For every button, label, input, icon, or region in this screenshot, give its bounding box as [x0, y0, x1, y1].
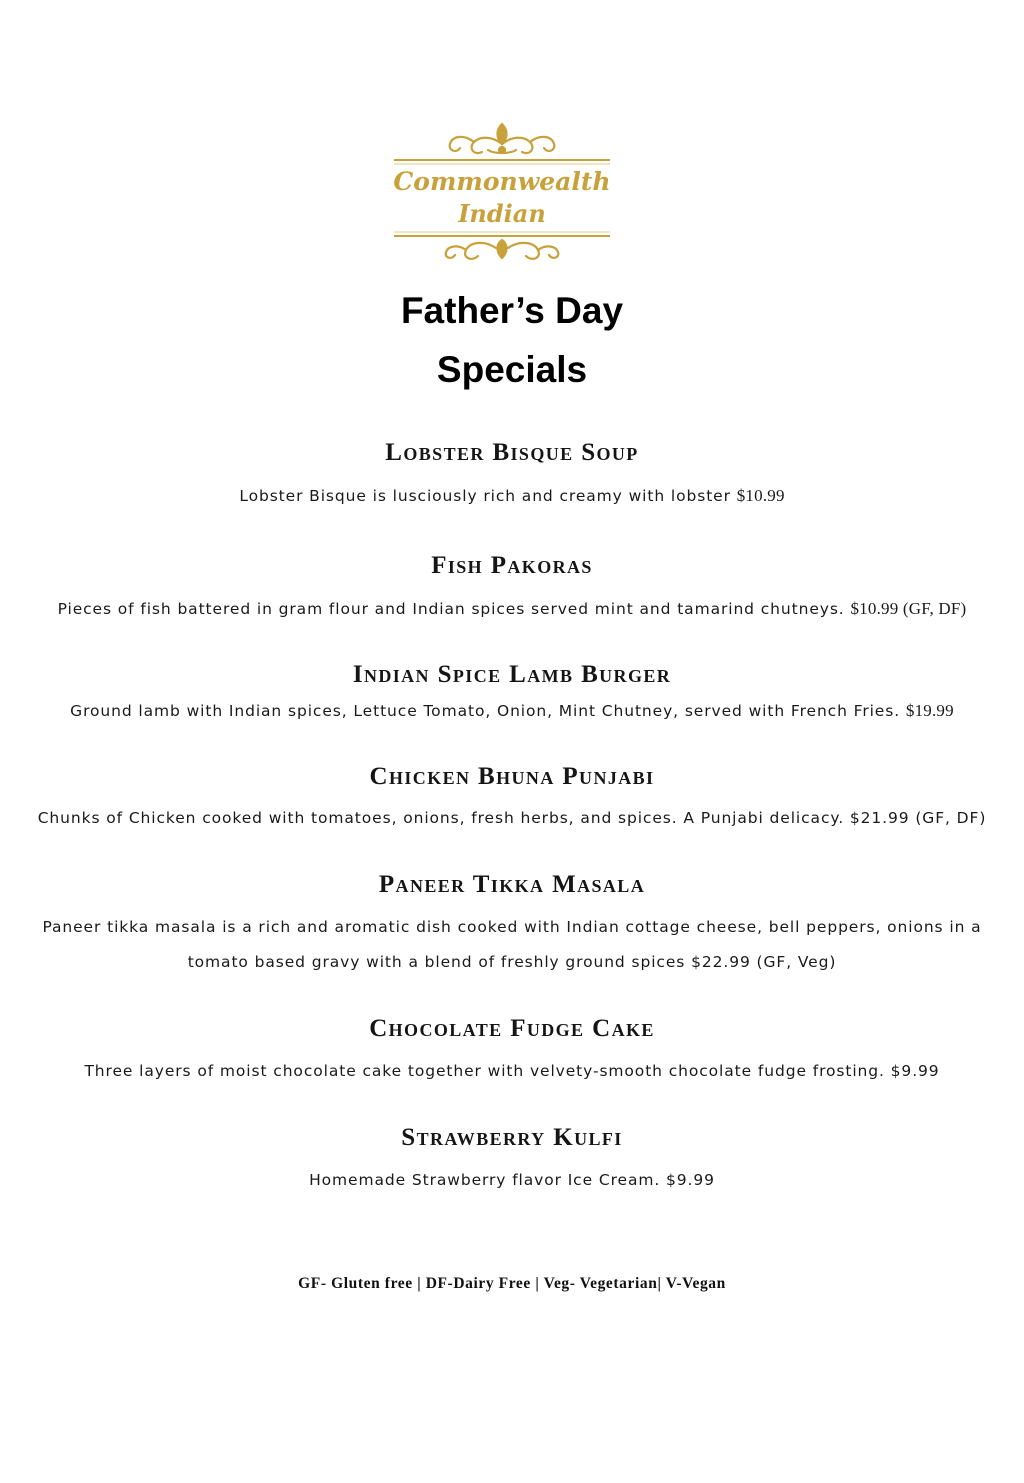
menu-item-name: Fish Pakoras: [431, 552, 593, 579]
menu-item-description: Lobster Bisque is lusciously rich and creamy with lobster $10.99: [239, 486, 785, 505]
menu-item-name: Paneer Tikka Masala: [378, 871, 646, 898]
menu-item-name: Chicken Bhuna Punjabi: [369, 763, 655, 790]
menu-item-description: Three layers of moist chocolate cake together with velvety-smooth chocolate fudge frosting. $9.99: [84, 1062, 940, 1080]
logo-line1: Commonwealth: [393, 167, 611, 196]
menu-item-description: Pieces of fish battered in gram flour and Indian spices served mint and tamarind chutneys. $10.99 (GF, DF): [57, 599, 967, 618]
menu-item-description: Paneer tikka masala is a rich and aromatic dish cooked with Indian cottage cheese, bell peppers, onions in a tomato based gravy with a blend of freshly ground spices $22.99 (GF, Veg): [42, 918, 982, 971]
top-flourish-icon: [450, 124, 555, 153]
page-title-line1: Father’s Day: [400, 290, 624, 331]
menu-item-name: Chocolate Fudge Cake: [369, 1015, 655, 1042]
logo-line2: Indian: [458, 199, 546, 228]
menu-item-price: $10.99: [736, 486, 785, 505]
restaurant-logo: [392, 118, 612, 268]
menu-item-price: $19.99: [905, 701, 954, 720]
menu-item-description: Chunks of Chicken cooked with tomatoes, onions, fresh herbs, and spices. A Punjabi delicacy. $21.99 (GF, DF): [37, 809, 987, 827]
menu-item-name: Strawberry Kulfi: [401, 1124, 623, 1151]
menu-item-description: Homemade Strawberry flavor Ice Cream. $9.99: [309, 1171, 715, 1189]
menu-item-description: Ground lamb with Indian spices, Lettuce Tomato, Onion, Mint Chutney, served with French Fries. $19.99: [70, 701, 954, 720]
bottom-flourish-icon: [446, 240, 559, 259]
menu-item-price: $10.99 (GF, DF): [850, 599, 967, 618]
page-title-line2: Specials: [436, 349, 588, 390]
menu-item-name: Indian Spice Lamb Burger: [352, 661, 672, 688]
menu-item-name: Lobster Bisque Soup: [385, 439, 639, 466]
dietary-legend: GF- Gluten free | DF-Dairy Free | Veg- Vegetarian| V-Vegan: [298, 1275, 726, 1292]
